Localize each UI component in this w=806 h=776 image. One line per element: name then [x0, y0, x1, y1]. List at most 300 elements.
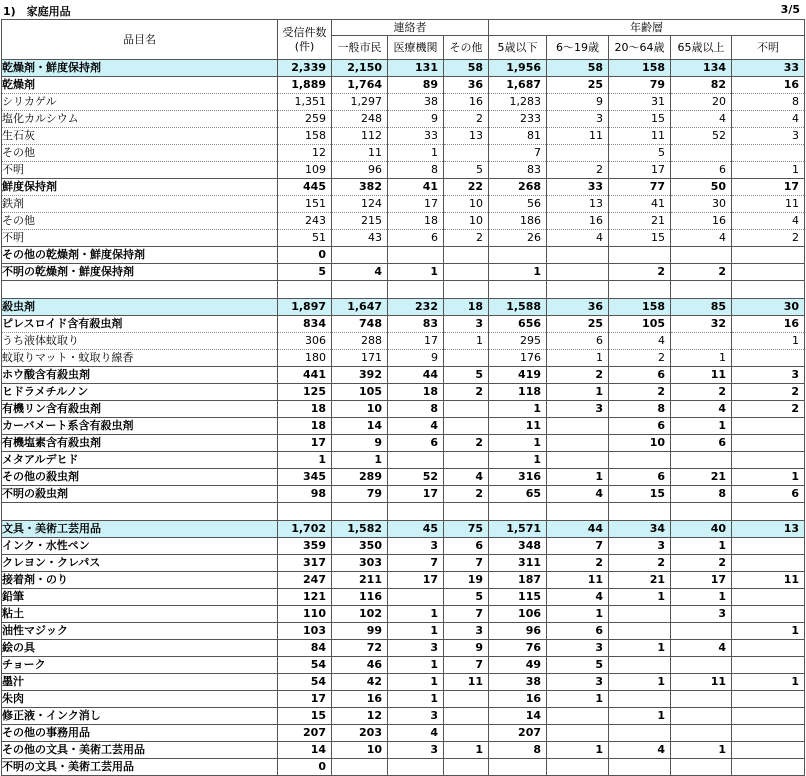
row-value-cell — [732, 708, 805, 725]
row-value-cell: 16 — [547, 213, 609, 230]
row-value-cell — [609, 247, 671, 264]
row-value-cell: 18 — [278, 418, 332, 435]
row-item-name: 墨汁 — [2, 674, 278, 691]
row-value-cell — [278, 281, 332, 299]
row-value-cell: 359 — [278, 538, 332, 555]
row-value-cell: 16 — [444, 94, 489, 111]
table-row — [2, 264, 805, 281]
row-item-name: ホウ酸含有殺虫剤 — [2, 367, 278, 384]
statistics-table — [1, 19, 805, 776]
row-value-cell: 7 — [388, 555, 444, 572]
row-value-cell: 1 — [547, 469, 609, 486]
row-value-cell: 1 — [609, 708, 671, 725]
row-value-cell: 233 — [489, 111, 547, 128]
row-value-cell — [671, 623, 732, 640]
row-value-cell: 46 — [332, 657, 388, 674]
row-value-cell: 2 — [609, 555, 671, 572]
row-value-cell: 79 — [609, 77, 671, 94]
row-value-cell: 10 — [444, 196, 489, 213]
table-row — [2, 538, 805, 555]
row-value-cell: 118 — [489, 384, 547, 401]
row-value-cell: 8 — [489, 742, 547, 759]
row-value-cell: 2,339 — [278, 60, 332, 77]
row-value-cell: 1 — [732, 674, 805, 691]
row-value-cell: 42 — [332, 674, 388, 691]
row-value-cell: 0 — [278, 247, 332, 264]
row-value-cell: 17 — [388, 486, 444, 503]
row-value-cell: 211 — [332, 572, 388, 589]
row-value-cell: 1 — [489, 264, 547, 281]
row-value-cell: 121 — [278, 589, 332, 606]
row-value-cell: 116 — [332, 589, 388, 606]
row-value-cell — [444, 418, 489, 435]
header-age-6-19: 6～19歳 — [547, 36, 609, 60]
row-value-cell: 36 — [444, 77, 489, 94]
row-item-name: チョーク — [2, 657, 278, 674]
table-row — [2, 367, 805, 384]
row-value-cell — [732, 589, 805, 606]
row-value-cell: 748 — [332, 316, 388, 333]
row-value-cell: 180 — [278, 350, 332, 367]
row-value-cell: 6 — [732, 486, 805, 503]
row-item-name: 粘土 — [2, 606, 278, 623]
row-value-cell — [671, 145, 732, 162]
row-value-cell — [547, 435, 609, 452]
row-value-cell: 4 — [671, 401, 732, 418]
row-value-cell: 77 — [609, 179, 671, 196]
row-item-name: カーバメート系含有殺虫剤 — [2, 418, 278, 435]
row-value-cell: 13 — [732, 521, 805, 538]
row-value-cell: 1,702 — [278, 521, 332, 538]
row-value-cell: 1 — [388, 691, 444, 708]
row-value-cell: 203 — [332, 725, 388, 742]
row-value-cell: 14 — [278, 742, 332, 759]
row-value-cell — [732, 606, 805, 623]
row-value-cell: 158 — [278, 128, 332, 145]
row-item-name: 蚊取りマット・蚊取り線香 — [2, 350, 278, 367]
row-value-cell: 44 — [388, 367, 444, 384]
row-value-cell: 1 — [671, 589, 732, 606]
table-row — [2, 77, 805, 94]
row-value-cell — [332, 247, 388, 264]
row-value-cell — [732, 657, 805, 674]
row-item-name: シリカゲル — [2, 94, 278, 111]
table-row — [2, 316, 805, 333]
row-value-cell: 9 — [388, 111, 444, 128]
row-value-cell: 16 — [732, 316, 805, 333]
row-value-cell: 10 — [609, 435, 671, 452]
row-value-cell: 18 — [278, 401, 332, 418]
row-item-name: 生石灰 — [2, 128, 278, 145]
row-item-name: 鉛筆 — [2, 589, 278, 606]
row-item-name: 修正液・インク消し — [2, 708, 278, 725]
row-value-cell: 11 — [609, 128, 671, 145]
row-value-cell: 3 — [609, 538, 671, 555]
row-value-cell — [609, 281, 671, 299]
row-value-cell: 17 — [732, 179, 805, 196]
table-body — [2, 60, 805, 776]
row-value-cell — [609, 691, 671, 708]
row-value-cell: 186 — [489, 213, 547, 230]
table-row — [2, 179, 805, 196]
row-value-cell: 17 — [671, 572, 732, 589]
row-value-cell: 54 — [278, 674, 332, 691]
row-value-cell: 33 — [547, 179, 609, 196]
row-value-cell: 1,582 — [332, 521, 388, 538]
table-row — [2, 213, 805, 230]
table-row — [2, 521, 805, 538]
row-value-cell — [609, 503, 671, 521]
row-value-cell: 12 — [278, 145, 332, 162]
row-value-cell: 6 — [547, 623, 609, 640]
header-contact-other: その他 — [444, 36, 489, 60]
table-row — [2, 247, 805, 264]
row-value-cell: 96 — [489, 623, 547, 640]
row-value-cell: 1 — [489, 401, 547, 418]
row-item-name: その他の文具・美術工芸用品 — [2, 742, 278, 759]
row-value-cell — [444, 145, 489, 162]
row-value-cell: 19 — [444, 572, 489, 589]
row-value-cell: 15 — [609, 230, 671, 247]
row-value-cell: 7 — [547, 538, 609, 555]
row-value-cell: 2 — [444, 486, 489, 503]
row-value-cell — [671, 691, 732, 708]
row-value-cell: 134 — [671, 60, 732, 77]
row-value-cell: 158 — [609, 299, 671, 316]
row-item-name: 有機リン含有殺虫剤 — [2, 401, 278, 418]
row-value-cell: 1 — [489, 435, 547, 452]
row-item-name: 有機塩素含有殺虫剤 — [2, 435, 278, 452]
row-value-cell: 17 — [388, 196, 444, 213]
row-value-cell: 1 — [732, 333, 805, 350]
row-value-cell: 9 — [332, 435, 388, 452]
row-value-cell — [671, 281, 732, 299]
row-value-cell: 419 — [489, 367, 547, 384]
row-value-cell — [444, 264, 489, 281]
row-value-cell: 151 — [278, 196, 332, 213]
row-value-cell: 15 — [609, 111, 671, 128]
row-value-cell: 30 — [732, 299, 805, 316]
header-count — [278, 20, 332, 60]
row-value-cell: 289 — [332, 469, 388, 486]
row-value-cell — [671, 725, 732, 742]
table-row — [2, 555, 805, 572]
row-value-cell: 110 — [278, 606, 332, 623]
row-value-cell: 4 — [332, 264, 388, 281]
row-value-cell: 4 — [671, 640, 732, 657]
row-value-cell: 306 — [278, 333, 332, 350]
row-value-cell: 50 — [671, 179, 732, 196]
row-value-cell: 6 — [671, 162, 732, 179]
row-value-cell: 32 — [671, 316, 732, 333]
row-value-cell: 1 — [547, 691, 609, 708]
row-value-cell — [732, 435, 805, 452]
row-value-cell: 1 — [671, 350, 732, 367]
row-value-cell: 15 — [609, 486, 671, 503]
row-value-cell: 3 — [388, 538, 444, 555]
row-value-cell: 6 — [444, 538, 489, 555]
row-value-cell — [609, 452, 671, 469]
row-value-cell: 1 — [609, 674, 671, 691]
header-age-unknown: 不明 — [732, 36, 805, 60]
row-value-cell: 2 — [671, 555, 732, 572]
row-value-cell: 7 — [444, 606, 489, 623]
table-row — [2, 589, 805, 606]
row-value-cell: 20 — [671, 94, 732, 111]
row-value-cell: 1 — [388, 623, 444, 640]
row-value-cell: 207 — [489, 725, 547, 742]
header-contact-group: 連絡者 — [332, 20, 489, 36]
row-value-cell: 103 — [278, 623, 332, 640]
row-value-cell: 2 — [609, 384, 671, 401]
row-value-cell: 1 — [609, 640, 671, 657]
row-value-cell: 3 — [388, 742, 444, 759]
row-value-cell: 441 — [278, 367, 332, 384]
table-row — [2, 708, 805, 725]
table-spacer-row — [2, 503, 805, 521]
row-value-cell — [547, 708, 609, 725]
table-row — [2, 742, 805, 759]
row-item-name: 乾燥剤・鮮度保持剤 — [2, 60, 278, 77]
row-value-cell: 1,687 — [489, 77, 547, 94]
row-value-cell: 7 — [444, 657, 489, 674]
row-value-cell: 2 — [732, 384, 805, 401]
row-value-cell: 40 — [671, 521, 732, 538]
row-value-cell — [444, 725, 489, 742]
row-value-cell: 1,588 — [489, 299, 547, 316]
row-value-cell: 2 — [444, 111, 489, 128]
row-value-cell: 1 — [547, 742, 609, 759]
row-item-name: ピレスロイド含有殺虫剤 — [2, 316, 278, 333]
row-value-cell: 13 — [444, 128, 489, 145]
row-value-cell: 2 — [444, 435, 489, 452]
row-value-cell: 158 — [609, 60, 671, 77]
row-value-cell: 10 — [332, 401, 388, 418]
row-value-cell: 125 — [278, 384, 332, 401]
row-value-cell: 18 — [388, 213, 444, 230]
row-value-cell: 9 — [547, 94, 609, 111]
row-value-cell: 656 — [489, 316, 547, 333]
row-value-cell: 1 — [388, 606, 444, 623]
row-value-cell: 8 — [671, 486, 732, 503]
row-value-cell: 6 — [609, 418, 671, 435]
row-value-cell: 21 — [671, 469, 732, 486]
row-value-cell: 1 — [444, 742, 489, 759]
row-value-cell: 4 — [609, 333, 671, 350]
table-row — [2, 145, 805, 162]
row-value-cell: 2,150 — [332, 60, 388, 77]
row-value-cell: 10 — [332, 742, 388, 759]
row-value-cell — [388, 503, 444, 521]
row-value-cell — [732, 640, 805, 657]
row-value-cell: 9 — [388, 350, 444, 367]
row-value-cell: 2 — [732, 230, 805, 247]
row-value-cell: 3 — [732, 128, 805, 145]
row-value-cell: 2 — [671, 384, 732, 401]
row-value-cell: 4 — [732, 111, 805, 128]
row-value-cell: 1 — [732, 623, 805, 640]
row-value-cell: 3 — [547, 401, 609, 418]
row-value-cell: 34 — [609, 521, 671, 538]
row-value-cell: 84 — [278, 640, 332, 657]
row-item-name: その他 — [2, 145, 278, 162]
row-value-cell — [444, 281, 489, 299]
row-value-cell — [444, 401, 489, 418]
table-row — [2, 299, 805, 316]
row-item-name: 朱肉 — [2, 691, 278, 708]
row-value-cell: 1 — [489, 452, 547, 469]
row-value-cell: 41 — [609, 196, 671, 213]
row-item-name: 鮮度保持剤 — [2, 179, 278, 196]
row-value-cell: 350 — [332, 538, 388, 555]
row-value-cell: 38 — [388, 94, 444, 111]
table-row — [2, 162, 805, 179]
row-value-cell: 316 — [489, 469, 547, 486]
row-value-cell — [444, 452, 489, 469]
row-value-cell: 1,889 — [278, 77, 332, 94]
row-value-cell: 17 — [278, 435, 332, 452]
row-value-cell — [609, 657, 671, 674]
row-value-cell: 11 — [444, 674, 489, 691]
row-value-cell: 76 — [489, 640, 547, 657]
row-value-cell: 248 — [332, 111, 388, 128]
row-value-cell: 1 — [547, 384, 609, 401]
row-value-cell: 1,956 — [489, 60, 547, 77]
row-value-cell: 2 — [547, 162, 609, 179]
table-row — [2, 350, 805, 367]
row-value-cell: 98 — [278, 486, 332, 503]
row-value-cell: 14 — [332, 418, 388, 435]
row-value-cell: 3 — [547, 111, 609, 128]
row-value-cell: 33 — [732, 60, 805, 77]
row-value-cell — [547, 418, 609, 435]
row-value-cell: 52 — [388, 469, 444, 486]
row-value-cell: 8 — [732, 94, 805, 111]
row-value-cell: 4 — [671, 230, 732, 247]
row-value-cell — [444, 350, 489, 367]
row-value-cell: 6 — [609, 469, 671, 486]
row-value-cell: 1,283 — [489, 94, 547, 111]
row-value-cell: 6 — [388, 230, 444, 247]
row-value-cell: 82 — [671, 77, 732, 94]
row-value-cell — [444, 708, 489, 725]
row-value-cell: 5 — [444, 589, 489, 606]
row-value-cell: 3 — [732, 367, 805, 384]
row-value-cell: 5 — [547, 657, 609, 674]
row-value-cell: 0 — [278, 759, 332, 776]
row-value-cell: 1 — [388, 657, 444, 674]
row-value-cell: 243 — [278, 213, 332, 230]
row-value-cell: 5 — [278, 264, 332, 281]
row-value-cell: 1,647 — [332, 299, 388, 316]
row-value-cell: 6 — [547, 333, 609, 350]
row-value-cell: 1 — [671, 418, 732, 435]
row-value-cell — [388, 281, 444, 299]
row-value-cell: 1 — [444, 333, 489, 350]
row-value-cell: 1,764 — [332, 77, 388, 94]
table-row — [2, 196, 805, 213]
row-value-cell: 41 — [388, 179, 444, 196]
row-value-cell: 8 — [388, 162, 444, 179]
table-row — [2, 674, 805, 691]
row-value-cell: 7 — [489, 145, 547, 162]
row-value-cell: 8 — [609, 401, 671, 418]
row-value-cell: 4 — [388, 418, 444, 435]
row-value-cell: 43 — [332, 230, 388, 247]
row-value-cell: 58 — [547, 60, 609, 77]
row-value-cell — [732, 350, 805, 367]
page-header — [0, 0, 806, 19]
row-item-name: 油性マジック — [2, 623, 278, 640]
row-item-name: 不明 — [2, 230, 278, 247]
row-value-cell: 11 — [671, 367, 732, 384]
row-value-cell — [547, 247, 609, 264]
row-value-cell: 65 — [489, 486, 547, 503]
row-item-name — [2, 281, 278, 299]
row-value-cell: 382 — [332, 179, 388, 196]
row-value-cell — [444, 247, 489, 264]
row-value-cell: 58 — [444, 60, 489, 77]
row-value-cell: 1 — [388, 674, 444, 691]
row-value-cell: 21 — [609, 213, 671, 230]
row-value-cell — [732, 452, 805, 469]
page-number: 3/5 — [780, 3, 800, 16]
row-value-cell: 4 — [547, 230, 609, 247]
row-value-cell — [547, 145, 609, 162]
row-value-cell: 4 — [609, 742, 671, 759]
row-value-cell: 30 — [671, 196, 732, 213]
row-value-cell: 15 — [278, 708, 332, 725]
row-value-cell: 207 — [278, 725, 332, 742]
table-row — [2, 94, 805, 111]
row-value-cell — [671, 247, 732, 264]
row-value-cell: 348 — [489, 538, 547, 555]
row-value-cell — [388, 589, 444, 606]
row-value-cell: 303 — [332, 555, 388, 572]
table-row — [2, 418, 805, 435]
table-row — [2, 486, 805, 503]
row-value-cell: 2 — [547, 555, 609, 572]
row-value-cell: 11 — [547, 572, 609, 589]
row-item-name: その他の殺虫剤 — [2, 469, 278, 486]
row-value-cell: 288 — [332, 333, 388, 350]
row-item-name: 不明の乾燥剤・鮮度保持剤 — [2, 264, 278, 281]
table-row — [2, 606, 805, 623]
row-value-cell: 2 — [671, 264, 732, 281]
row-value-cell: 345 — [278, 469, 332, 486]
row-value-cell: 4 — [388, 725, 444, 742]
row-value-cell: 1 — [332, 452, 388, 469]
row-value-cell — [609, 606, 671, 623]
row-value-cell: 13 — [547, 196, 609, 213]
row-value-cell: 1 — [671, 538, 732, 555]
row-value-cell: 105 — [609, 316, 671, 333]
row-value-cell: 311 — [489, 555, 547, 572]
header-count-line2: (件) — [294, 39, 315, 53]
row-item-name: クレヨン・クレパス — [2, 555, 278, 572]
table-row — [2, 333, 805, 350]
row-value-cell — [732, 691, 805, 708]
header-contact-citizen: 一般市民 — [332, 36, 388, 60]
row-value-cell: 21 — [609, 572, 671, 589]
row-value-cell: 445 — [278, 179, 332, 196]
row-value-cell: 105 — [332, 384, 388, 401]
header-item-name: 品目名 — [2, 20, 278, 60]
row-value-cell: 44 — [547, 521, 609, 538]
row-value-cell — [732, 281, 805, 299]
row-value-cell: 115 — [489, 589, 547, 606]
row-value-cell: 51 — [278, 230, 332, 247]
